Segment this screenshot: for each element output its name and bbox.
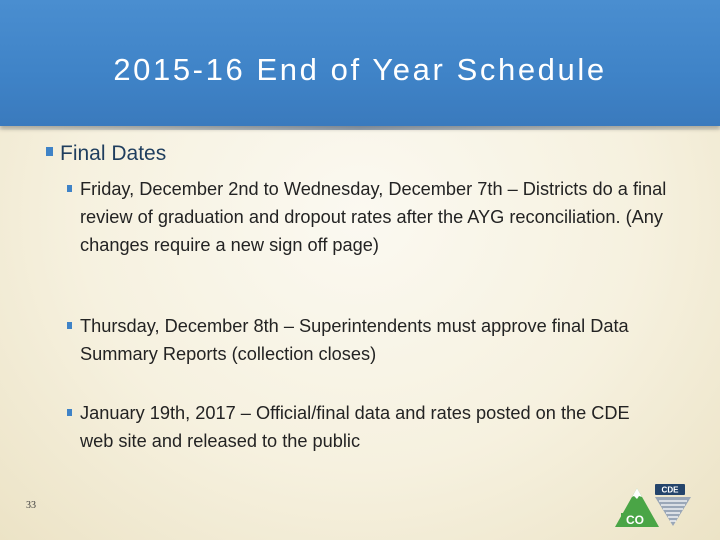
title-band [0, 0, 720, 126]
shield-icon [655, 497, 691, 526]
cde-label: CDE [661, 485, 679, 495]
square-bullet-icon [67, 185, 72, 192]
square-bullet-icon [67, 409, 72, 416]
list-item-text: Thursday, December 8th – Superintendents must approve final Data Summary Reports (collection closes) [80, 316, 629, 364]
co-label: CO [626, 513, 644, 527]
list-item [67, 175, 667, 259]
slide-title: 2015-16 End of Year Schedule [113, 52, 607, 87]
list-item [67, 312, 667, 368]
list-item [67, 399, 667, 455]
list-item-text: January 19th, 2017 – Official/final data and rates posted on the CDE web site and released to the public [80, 403, 630, 451]
bullet-heading [46, 140, 166, 168]
heading-text: Final Dates [60, 142, 167, 165]
cde-co-logo [613, 482, 703, 532]
square-bullet-icon [46, 147, 53, 156]
slide-number: 33 [26, 500, 36, 511]
square-bullet-icon [67, 322, 72, 329]
list-item-text: Friday, December 2nd to Wednesday, December 7th – Districts do a final review of graduation and dropout rates after the AYG reconciliation. (Any changes require a new sign off page) [80, 179, 667, 255]
